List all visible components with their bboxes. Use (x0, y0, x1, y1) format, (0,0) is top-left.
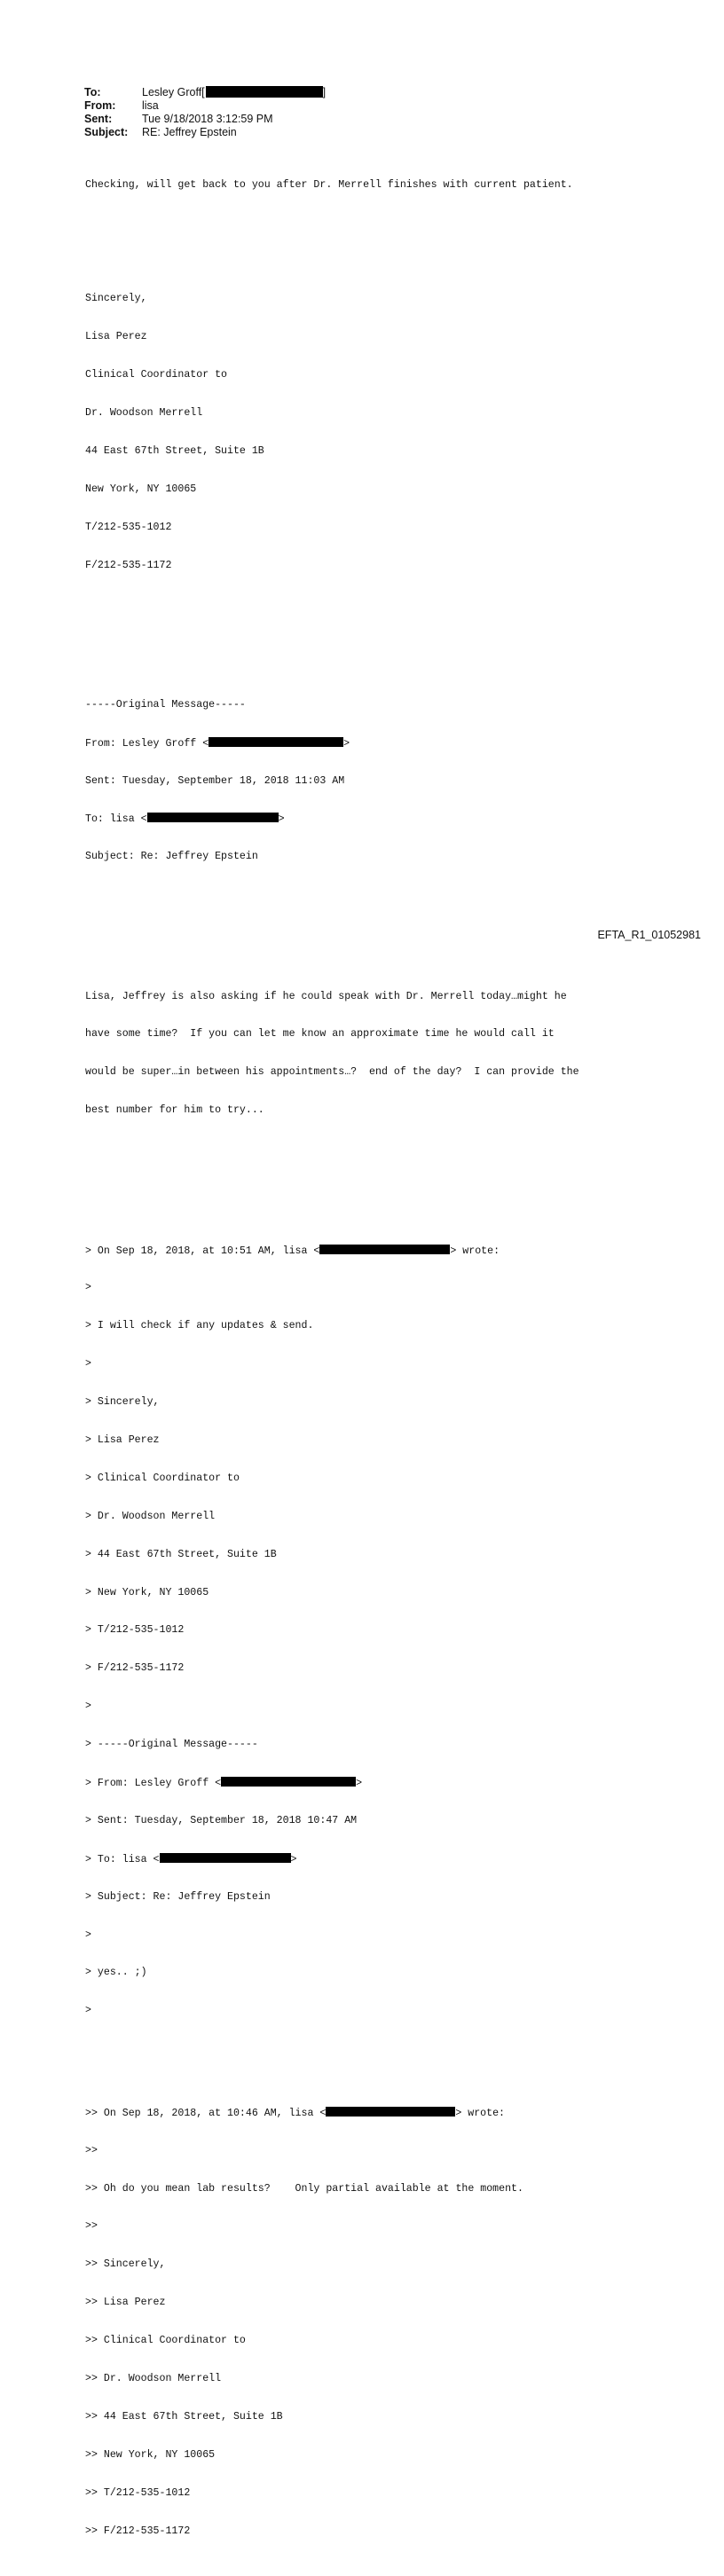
quoted-signature-line: >> New York, NY 10065 (85, 2448, 216, 2461)
subject-label: Subject: (84, 126, 129, 138)
subject-value: RE: Jeffrey Epstein (142, 126, 237, 138)
redaction-bar (319, 1245, 450, 1254)
signature-line: F/212-535-1172 (85, 559, 172, 571)
quoted-signature-line: >> Clinical Coordinator to (85, 2335, 246, 2347)
quoted-on-line: >> On Sep 18, 2018, at 10:46 AM, lisa < > wrote: (85, 2107, 506, 2119)
quoted-signature-line: >> T/212-535-1012 (85, 2486, 191, 2499)
signature-line: Clinical Coordinator to (85, 369, 228, 381)
quoted-signature-line: >> Lisa Perez (85, 2297, 166, 2309)
quoted-signature-line: >> F/212-535-1172 (85, 2525, 191, 2537)
quote-marker-line: >> (85, 2220, 98, 2233)
paragraph-line: have some time? If you can let me know an approximate time he would call it (85, 1028, 555, 1041)
from-row (84, 99, 326, 113)
redaction-bar (326, 2107, 455, 2117)
quoted-check-line: > I will check if any updates & send. (85, 1320, 314, 1332)
quoted-signature-line: > Dr. Woodson Merrell (85, 1510, 216, 1522)
orig-from-line: From: Lesley Groff < > (85, 737, 350, 750)
quote-marker-line: > (85, 1700, 91, 1713)
redaction-bar (221, 1777, 356, 1787)
blank-line (85, 623, 579, 635)
paragraph-line: best number for him to try... (85, 1104, 264, 1117)
quoted-signature-line: >> Sincerely, (85, 2258, 166, 2271)
to-row (84, 86, 326, 99)
blank-line (85, 1168, 579, 1181)
orig-to-line: To: lisa < > (85, 813, 285, 826)
signature-line: New York, NY 10065 (85, 483, 197, 495)
signature-line: Sincerely, (85, 293, 147, 305)
to-name: Lesley Groff[ (142, 86, 205, 98)
blank-line (85, 216, 579, 229)
signature-line: Lisa Perez (85, 331, 147, 343)
paragraph-line: would be super…in between his appointments…? end of the day? I can provide the (85, 1066, 579, 1079)
quoted-signature-line: > T/212-535-1012 (85, 1624, 185, 1637)
to-value (142, 86, 326, 99)
email-header (84, 86, 326, 139)
quote-marker-line: > (85, 2005, 91, 2017)
quoted-sent-line: > Sent: Tuesday, September 18, 2018 10:47 AM (85, 1814, 358, 1826)
document-id: EFTA_R1_01052981 (597, 929, 701, 941)
sent-label: Sent: (84, 113, 113, 125)
quoted-signature-line: > New York, NY 10065 (85, 1586, 209, 1598)
original-message-separator: -----Original Message----- (85, 698, 246, 711)
from-label: From: (84, 99, 116, 112)
quoted-from-line: > From: Lesley Groff < > (85, 1778, 363, 1789)
quoted-reply-1 (85, 1219, 579, 2043)
quote-marker-line: > (85, 1928, 91, 1941)
orig-subject-line: Subject: Re: Jeffrey Epstein (85, 851, 258, 863)
redaction-bar (147, 813, 279, 822)
redaction-bar (209, 737, 343, 747)
paragraph-line: Lisa, Jeffrey is also asking if he could speak with Dr. Merrell today…might he (85, 990, 567, 1002)
signature-block (85, 268, 579, 598)
quoted-subject-line: > Subject: Re: Jeffrey Epstein (85, 1890, 271, 1903)
quoted-signature-line: >> 44 East 67th Street, Suite 1B (85, 2410, 283, 2423)
sent-row (84, 113, 326, 126)
quoted-signature-line: > Clinical Coordinator to (85, 1472, 240, 1484)
original-message-1 (85, 673, 579, 889)
quoted-reply-2 (85, 2081, 579, 2563)
quoted-on-line: > On Sep 18, 2018, at 10:51 AM, lisa < > wrote: (85, 1245, 500, 1257)
signature-line: 44 East 67th Street, Suite 1B (85, 444, 264, 457)
quoted-original-separator: > -----Original Message----- (85, 1739, 258, 1751)
to-label: To: (84, 86, 101, 98)
quoted-signature-line: >> Dr. Woodson Merrell (85, 2372, 222, 2384)
quoted-signature-line: > 44 East 67th Street, Suite 1B (85, 1548, 277, 1560)
redaction-bar (206, 86, 323, 98)
subject-row (84, 126, 326, 139)
quote-marker-line: >> (85, 2144, 98, 2156)
intro-line: Checking, will get back to you after Dr. Merrell finishes with current patient. (85, 178, 573, 191)
from-value: lisa (142, 99, 159, 112)
quoted-signature-line: > Sincerely, (85, 1396, 160, 1409)
quoted-lab-line: >> Oh do you mean lab results? Only partial available at the moment. (85, 2182, 523, 2195)
to-close-bracket: ] (322, 86, 327, 98)
quote-marker-line: > (85, 1358, 91, 1370)
redaction-bar (160, 1853, 291, 1863)
quoted-yes-line: > yes.. ;) (85, 1967, 147, 1979)
signature-line: Dr. Woodson Merrell (85, 406, 203, 419)
quote-marker-line: > (85, 1282, 91, 1294)
orig-sent-line: Sent: Tuesday, September 18, 2018 11:03 AM (85, 774, 345, 787)
quoted-signature-line: > F/212-535-1172 (85, 1662, 185, 1675)
sent-value: Tue 9/18/2018 3:12:59 PM (142, 113, 273, 125)
message-paragraph (85, 965, 579, 1143)
email-body (85, 153, 579, 2576)
quoted-to-line: > To: lisa < > (85, 1853, 297, 1865)
signature-line: T/212-535-1012 (85, 521, 172, 533)
quoted-signature-line: > Lisa Perez (85, 1433, 160, 1446)
blank-line (85, 915, 579, 927)
